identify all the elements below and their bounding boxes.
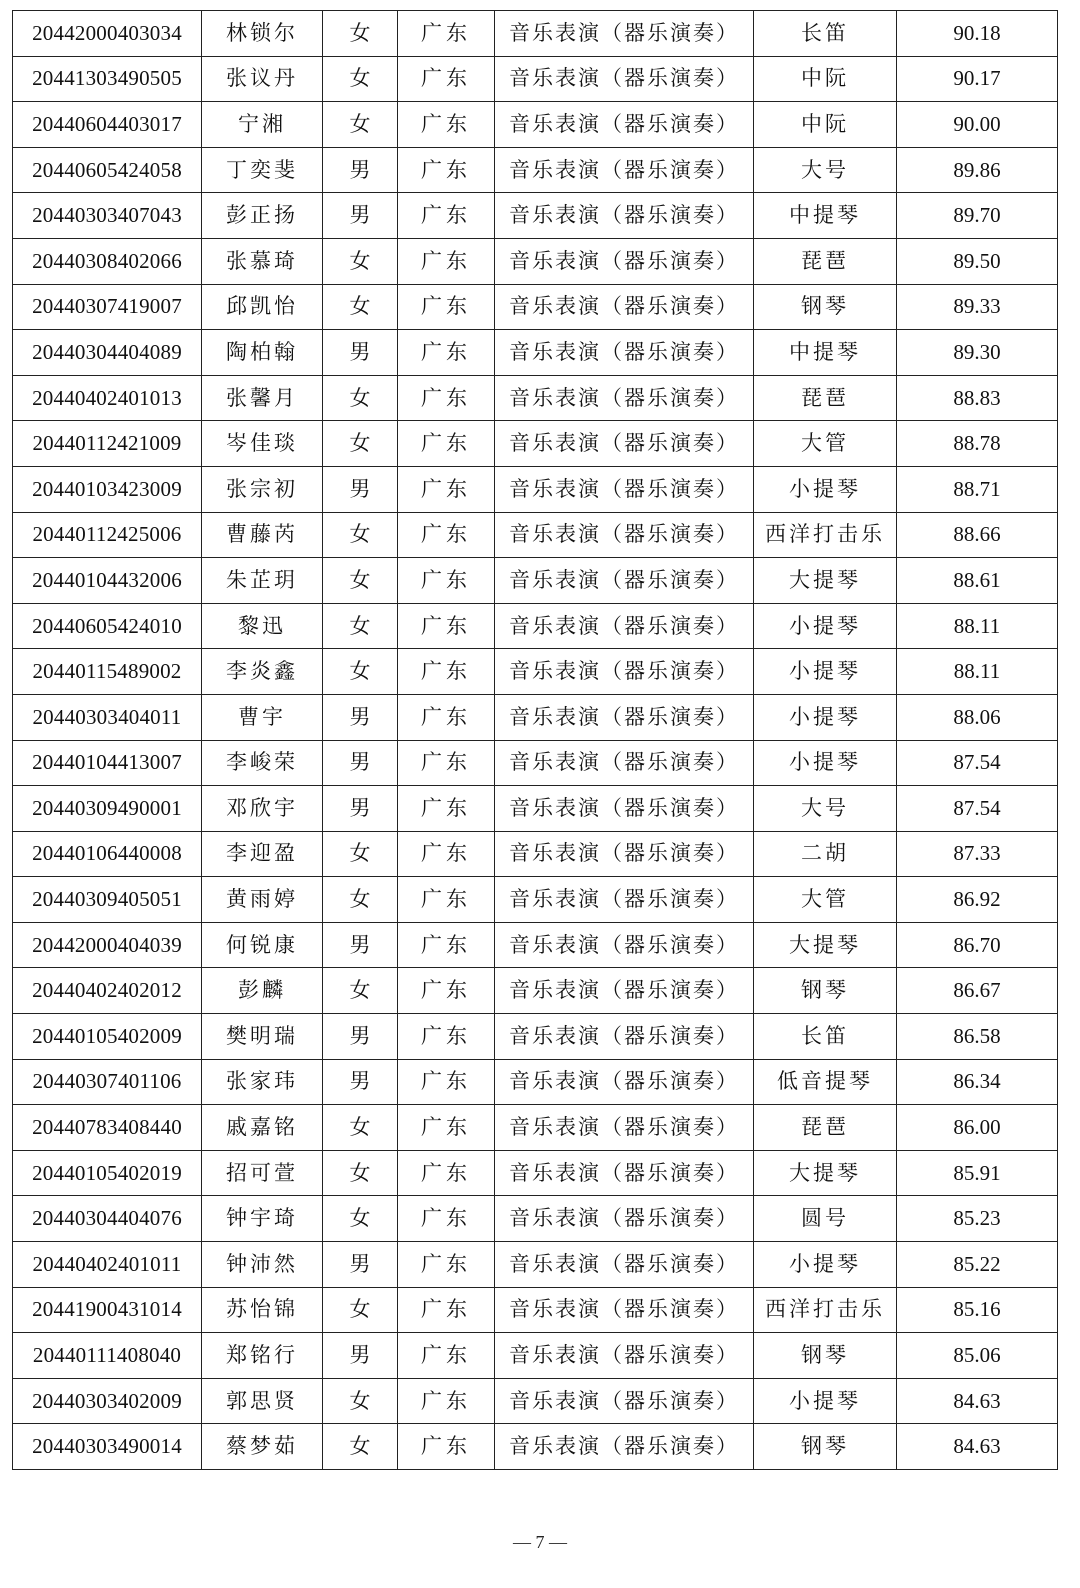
table-row xyxy=(13,238,1058,284)
student-name-cell: 何锐康 xyxy=(202,922,323,968)
score-cell: 88.11 xyxy=(897,603,1058,649)
results-table xyxy=(12,10,1058,1470)
major-cell: 音乐表演（器乐演奏） xyxy=(495,968,754,1014)
gender-cell: 男 xyxy=(323,1059,398,1105)
table-row xyxy=(13,694,1058,740)
gender-cell: 女 xyxy=(323,1424,398,1470)
student-name-cell: 丁奕斐 xyxy=(202,147,323,193)
student-name-cell: 张议丹 xyxy=(202,56,323,102)
score-cell: 88.83 xyxy=(897,375,1058,421)
table-row xyxy=(13,375,1058,421)
province-cell: 广东 xyxy=(398,649,495,695)
major-cell: 音乐表演（器乐演奏） xyxy=(495,1242,754,1288)
score-cell: 87.54 xyxy=(897,740,1058,786)
student-name-cell: 宁湘 xyxy=(202,102,323,148)
student-name-cell: 朱芷玥 xyxy=(202,558,323,604)
student-name-cell: 黄雨婷 xyxy=(202,877,323,923)
instrument-cell: 钢琴 xyxy=(754,968,897,1014)
instrument-cell: 大提琴 xyxy=(754,558,897,604)
student-name-cell: 曹藤芮 xyxy=(202,512,323,558)
score-cell: 88.06 xyxy=(897,694,1058,740)
score-cell: 90.17 xyxy=(897,56,1058,102)
exam-id-cell: 20440112421009 xyxy=(13,421,202,467)
score-cell: 84.63 xyxy=(897,1378,1058,1424)
student-name-cell: 李迎盈 xyxy=(202,831,323,877)
exam-id-cell: 20440105402019 xyxy=(13,1150,202,1196)
table-row xyxy=(13,558,1058,604)
student-name-cell: 彭正扬 xyxy=(202,193,323,239)
exam-id-cell: 20441303490505 xyxy=(13,56,202,102)
province-cell: 广东 xyxy=(398,466,495,512)
table-row xyxy=(13,740,1058,786)
major-cell: 音乐表演（器乐演奏） xyxy=(495,1196,754,1242)
major-cell: 音乐表演（器乐演奏） xyxy=(495,1333,754,1379)
exam-id-cell: 20442000403034 xyxy=(13,11,202,57)
province-cell: 广东 xyxy=(398,740,495,786)
exam-id-cell: 20440402402012 xyxy=(13,968,202,1014)
score-cell: 86.00 xyxy=(897,1105,1058,1151)
score-cell: 85.06 xyxy=(897,1333,1058,1379)
student-name-cell: 樊明瑞 xyxy=(202,1014,323,1060)
gender-cell: 女 xyxy=(323,102,398,148)
exam-id-cell: 20440105402009 xyxy=(13,1014,202,1060)
exam-id-cell: 20440402401011 xyxy=(13,1242,202,1288)
exam-id-cell: 20440605424010 xyxy=(13,603,202,649)
province-cell: 广东 xyxy=(398,193,495,239)
score-cell: 89.33 xyxy=(897,284,1058,330)
exam-id-cell: 20440307401106 xyxy=(13,1059,202,1105)
student-name-cell: 黎迅 xyxy=(202,603,323,649)
exam-id-cell: 20440111408040 xyxy=(13,1333,202,1379)
score-cell: 85.23 xyxy=(897,1196,1058,1242)
province-cell: 广东 xyxy=(398,11,495,57)
score-cell: 90.18 xyxy=(897,11,1058,57)
gender-cell: 男 xyxy=(323,1333,398,1379)
student-name-cell: 郑铭行 xyxy=(202,1333,323,1379)
score-cell: 90.00 xyxy=(897,102,1058,148)
score-cell: 86.92 xyxy=(897,877,1058,923)
province-cell: 广东 xyxy=(398,1424,495,1470)
gender-cell: 男 xyxy=(323,193,398,239)
major-cell: 音乐表演（器乐演奏） xyxy=(495,375,754,421)
province-cell: 广东 xyxy=(398,512,495,558)
table-row xyxy=(13,1242,1058,1288)
gender-cell: 女 xyxy=(323,1287,398,1333)
gender-cell: 女 xyxy=(323,1105,398,1151)
exam-id-cell: 20440304404089 xyxy=(13,330,202,376)
student-name-cell: 张家玮 xyxy=(202,1059,323,1105)
table-row xyxy=(13,147,1058,193)
major-cell: 音乐表演（器乐演奏） xyxy=(495,284,754,330)
instrument-cell: 大号 xyxy=(754,786,897,832)
exam-id-cell: 20441900431014 xyxy=(13,1287,202,1333)
exam-id-cell: 20440309490001 xyxy=(13,786,202,832)
score-cell: 88.11 xyxy=(897,649,1058,695)
exam-id-cell: 20440303404011 xyxy=(13,694,202,740)
student-name-cell: 李峻荣 xyxy=(202,740,323,786)
major-cell: 音乐表演（器乐演奏） xyxy=(495,831,754,877)
province-cell: 广东 xyxy=(398,102,495,148)
gender-cell: 女 xyxy=(323,512,398,558)
table-row xyxy=(13,1287,1058,1333)
gender-cell: 男 xyxy=(323,694,398,740)
instrument-cell: 二胡 xyxy=(754,831,897,877)
student-name-cell: 林锁尔 xyxy=(202,11,323,57)
table-row xyxy=(13,330,1058,376)
province-cell: 广东 xyxy=(398,330,495,376)
province-cell: 广东 xyxy=(398,238,495,284)
instrument-cell: 小提琴 xyxy=(754,740,897,786)
major-cell: 音乐表演（器乐演奏） xyxy=(495,238,754,284)
gender-cell: 女 xyxy=(323,375,398,421)
gender-cell: 女 xyxy=(323,1378,398,1424)
student-name-cell: 岑佳琰 xyxy=(202,421,323,467)
instrument-cell: 大提琴 xyxy=(754,922,897,968)
score-cell: 86.70 xyxy=(897,922,1058,968)
province-cell: 广东 xyxy=(398,1105,495,1151)
major-cell: 音乐表演（器乐演奏） xyxy=(495,56,754,102)
instrument-cell: 中阮 xyxy=(754,102,897,148)
province-cell: 广东 xyxy=(398,56,495,102)
exam-id-cell: 20440309405051 xyxy=(13,877,202,923)
score-cell: 88.71 xyxy=(897,466,1058,512)
gender-cell: 女 xyxy=(323,11,398,57)
province-cell: 广东 xyxy=(398,1014,495,1060)
major-cell: 音乐表演（器乐演奏） xyxy=(495,786,754,832)
province-cell: 广东 xyxy=(398,421,495,467)
score-cell: 86.34 xyxy=(897,1059,1058,1105)
major-cell: 音乐表演（器乐演奏） xyxy=(495,603,754,649)
instrument-cell: 大管 xyxy=(754,421,897,467)
exam-id-cell: 20440303407043 xyxy=(13,193,202,239)
gender-cell: 男 xyxy=(323,330,398,376)
gender-cell: 女 xyxy=(323,831,398,877)
table-row xyxy=(13,877,1058,923)
exam-id-cell: 20440604403017 xyxy=(13,102,202,148)
instrument-cell: 中提琴 xyxy=(754,193,897,239)
gender-cell: 男 xyxy=(323,1014,398,1060)
table-row xyxy=(13,1333,1058,1379)
student-name-cell: 戚嘉铭 xyxy=(202,1105,323,1151)
student-name-cell: 钟宇琦 xyxy=(202,1196,323,1242)
student-name-cell: 苏怡锦 xyxy=(202,1287,323,1333)
gender-cell: 女 xyxy=(323,603,398,649)
gender-cell: 女 xyxy=(323,968,398,1014)
major-cell: 音乐表演（器乐演奏） xyxy=(495,466,754,512)
gender-cell: 女 xyxy=(323,56,398,102)
gender-cell: 男 xyxy=(323,786,398,832)
instrument-cell: 西洋打击乐 xyxy=(754,1287,897,1333)
province-cell: 广东 xyxy=(398,1333,495,1379)
student-name-cell: 彭麟 xyxy=(202,968,323,1014)
exam-id-cell: 20440104432006 xyxy=(13,558,202,604)
table-row xyxy=(13,1059,1058,1105)
province-cell: 广东 xyxy=(398,1287,495,1333)
score-cell: 85.22 xyxy=(897,1242,1058,1288)
student-name-cell: 蔡梦茹 xyxy=(202,1424,323,1470)
score-cell: 87.54 xyxy=(897,786,1058,832)
score-cell: 88.61 xyxy=(897,558,1058,604)
table-row xyxy=(13,1378,1058,1424)
major-cell: 音乐表演（器乐演奏） xyxy=(495,1059,754,1105)
table-row xyxy=(13,193,1058,239)
gender-cell: 女 xyxy=(323,238,398,284)
table-row xyxy=(13,1150,1058,1196)
exam-id-cell: 20440303490014 xyxy=(13,1424,202,1470)
table-row xyxy=(13,968,1058,1014)
instrument-cell: 钢琴 xyxy=(754,1424,897,1470)
gender-cell: 男 xyxy=(323,466,398,512)
score-cell: 89.70 xyxy=(897,193,1058,239)
exam-id-cell: 20440303402009 xyxy=(13,1378,202,1424)
table-row xyxy=(13,102,1058,148)
major-cell: 音乐表演（器乐演奏） xyxy=(495,512,754,558)
exam-id-cell: 20440307419007 xyxy=(13,284,202,330)
major-cell: 音乐表演（器乐演奏） xyxy=(495,1105,754,1151)
gender-cell: 男 xyxy=(323,147,398,193)
student-name-cell: 李炎鑫 xyxy=(202,649,323,695)
exam-id-cell: 20440605424058 xyxy=(13,147,202,193)
instrument-cell: 琵琶 xyxy=(754,238,897,284)
instrument-cell: 西洋打击乐 xyxy=(754,512,897,558)
score-cell: 89.86 xyxy=(897,147,1058,193)
student-name-cell: 邱凯怡 xyxy=(202,284,323,330)
student-name-cell: 张馨月 xyxy=(202,375,323,421)
province-cell: 广东 xyxy=(398,968,495,1014)
instrument-cell: 钢琴 xyxy=(754,1333,897,1379)
score-cell: 85.16 xyxy=(897,1287,1058,1333)
major-cell: 音乐表演（器乐演奏） xyxy=(495,740,754,786)
major-cell: 音乐表演（器乐演奏） xyxy=(495,694,754,740)
province-cell: 广东 xyxy=(398,786,495,832)
table-row xyxy=(13,284,1058,330)
gender-cell: 女 xyxy=(323,421,398,467)
score-cell: 87.33 xyxy=(897,831,1058,877)
gender-cell: 男 xyxy=(323,740,398,786)
exam-id-cell: 20440308402066 xyxy=(13,238,202,284)
major-cell: 音乐表演（器乐演奏） xyxy=(495,1378,754,1424)
instrument-cell: 小提琴 xyxy=(754,603,897,649)
exam-id-cell: 20440402401013 xyxy=(13,375,202,421)
province-cell: 广东 xyxy=(398,694,495,740)
student-name-cell: 招可萱 xyxy=(202,1150,323,1196)
instrument-cell: 大管 xyxy=(754,877,897,923)
province-cell: 广东 xyxy=(398,1059,495,1105)
exam-id-cell: 20440783408440 xyxy=(13,1105,202,1151)
province-cell: 广东 xyxy=(398,375,495,421)
major-cell: 音乐表演（器乐演奏） xyxy=(495,421,754,467)
instrument-cell: 大提琴 xyxy=(754,1150,897,1196)
major-cell: 音乐表演（器乐演奏） xyxy=(495,1424,754,1470)
province-cell: 广东 xyxy=(398,147,495,193)
score-cell: 88.66 xyxy=(897,512,1058,558)
major-cell: 音乐表演（器乐演奏） xyxy=(495,649,754,695)
instrument-cell: 小提琴 xyxy=(754,466,897,512)
exam-id-cell: 20440115489002 xyxy=(13,649,202,695)
province-cell: 广东 xyxy=(398,922,495,968)
table-row xyxy=(13,421,1058,467)
score-cell: 89.50 xyxy=(897,238,1058,284)
score-cell: 86.58 xyxy=(897,1014,1058,1060)
exam-id-cell: 20440104413007 xyxy=(13,740,202,786)
instrument-cell: 低音提琴 xyxy=(754,1059,897,1105)
instrument-cell: 大号 xyxy=(754,147,897,193)
table-row xyxy=(13,786,1058,832)
instrument-cell: 小提琴 xyxy=(754,1378,897,1424)
table-row xyxy=(13,649,1058,695)
major-cell: 音乐表演（器乐演奏） xyxy=(495,922,754,968)
table-row xyxy=(13,1424,1058,1470)
student-name-cell: 张宗初 xyxy=(202,466,323,512)
gender-cell: 男 xyxy=(323,922,398,968)
exam-id-cell: 20440103423009 xyxy=(13,466,202,512)
province-cell: 广东 xyxy=(398,284,495,330)
exam-id-cell: 20440112425006 xyxy=(13,512,202,558)
exam-id-cell: 20440304404076 xyxy=(13,1196,202,1242)
student-name-cell: 郭思贤 xyxy=(202,1378,323,1424)
province-cell: 广东 xyxy=(398,1150,495,1196)
gender-cell: 女 xyxy=(323,877,398,923)
province-cell: 广东 xyxy=(398,831,495,877)
major-cell: 音乐表演（器乐演奏） xyxy=(495,147,754,193)
province-cell: 广东 xyxy=(398,1378,495,1424)
page-number: — 7 — xyxy=(513,1532,567,1552)
table-row xyxy=(13,831,1058,877)
major-cell: 音乐表演（器乐演奏） xyxy=(495,558,754,604)
major-cell: 音乐表演（器乐演奏） xyxy=(495,330,754,376)
province-cell: 广东 xyxy=(398,1242,495,1288)
instrument-cell: 长笛 xyxy=(754,11,897,57)
instrument-cell: 琵琶 xyxy=(754,375,897,421)
table-row xyxy=(13,1196,1058,1242)
student-name-cell: 陶柏翰 xyxy=(202,330,323,376)
major-cell: 音乐表演（器乐演奏） xyxy=(495,1287,754,1333)
instrument-cell: 钢琴 xyxy=(754,284,897,330)
table-row xyxy=(13,56,1058,102)
exam-id-cell: 20442000404039 xyxy=(13,922,202,968)
instrument-cell: 小提琴 xyxy=(754,1242,897,1288)
gender-cell: 女 xyxy=(323,649,398,695)
score-cell: 89.30 xyxy=(897,330,1058,376)
major-cell: 音乐表演（器乐演奏） xyxy=(495,1150,754,1196)
score-cell: 84.63 xyxy=(897,1424,1058,1470)
major-cell: 音乐表演（器乐演奏） xyxy=(495,193,754,239)
gender-cell: 女 xyxy=(323,1150,398,1196)
gender-cell: 男 xyxy=(323,1242,398,1288)
instrument-cell: 圆号 xyxy=(754,1196,897,1242)
student-name-cell: 曹宇 xyxy=(202,694,323,740)
gender-cell: 女 xyxy=(323,558,398,604)
student-name-cell: 邓欣宇 xyxy=(202,786,323,832)
table-row xyxy=(13,1014,1058,1060)
instrument-cell: 小提琴 xyxy=(754,649,897,695)
exam-id-cell: 20440106440008 xyxy=(13,831,202,877)
instrument-cell: 长笛 xyxy=(754,1014,897,1060)
student-name-cell: 钟沛然 xyxy=(202,1242,323,1288)
score-cell: 88.78 xyxy=(897,421,1058,467)
score-cell: 86.67 xyxy=(897,968,1058,1014)
instrument-cell: 小提琴 xyxy=(754,694,897,740)
table-row xyxy=(13,922,1058,968)
score-cell: 85.91 xyxy=(897,1150,1058,1196)
province-cell: 广东 xyxy=(398,1196,495,1242)
major-cell: 音乐表演（器乐演奏） xyxy=(495,102,754,148)
table-row xyxy=(13,1105,1058,1151)
gender-cell: 女 xyxy=(323,1196,398,1242)
gender-cell: 女 xyxy=(323,284,398,330)
province-cell: 广东 xyxy=(398,877,495,923)
table-row xyxy=(13,603,1058,649)
table-row xyxy=(13,512,1058,558)
student-name-cell: 张慕琦 xyxy=(202,238,323,284)
instrument-cell: 琵琶 xyxy=(754,1105,897,1151)
instrument-cell: 中阮 xyxy=(754,56,897,102)
province-cell: 广东 xyxy=(398,603,495,649)
results-table-body xyxy=(13,11,1058,1470)
table-row xyxy=(13,11,1058,57)
major-cell: 音乐表演（器乐演奏） xyxy=(495,877,754,923)
major-cell: 音乐表演（器乐演奏） xyxy=(495,1014,754,1060)
table-row xyxy=(13,466,1058,512)
province-cell: 广东 xyxy=(398,558,495,604)
major-cell: 音乐表演（器乐演奏） xyxy=(495,11,754,57)
instrument-cell: 中提琴 xyxy=(754,330,897,376)
